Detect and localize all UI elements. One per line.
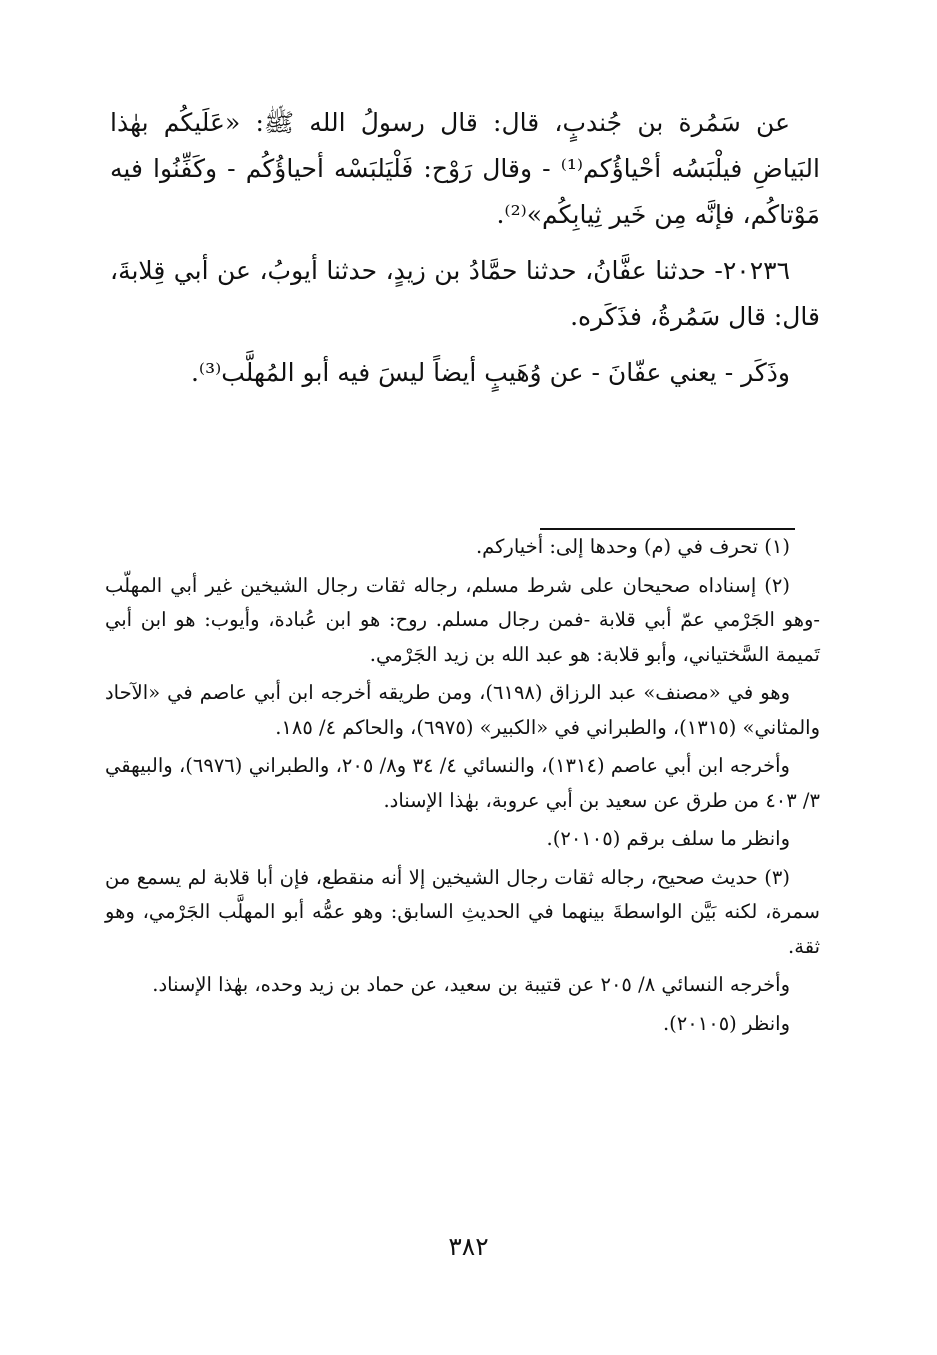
- footnote-3-continued-b: وانظر (٢٠١٠٥).: [662, 1011, 790, 1035]
- footnote-2-continued-a: وهو في «مصنف» عبد الرزاق (٦١٩٨)، ومن طريقه أخرجه ابن أبي عاصم في «الآحاد والمثاني» (١٣١٥)، والطبراني في «الكبير» (٦٩٧٥)، والحاكم ٤/ ١٨٥.: [105, 681, 820, 739]
- hadith-paragraph-2: ٢٠٢٣٦- حدثنا عفَّانُ، حدثنا حمَّادُ بن زيدٍ، حدثنا أيوبُ، عن أبي قِلابةَ، قال: قال سَمُرةُ، فذَكَره.: [110, 256, 820, 331]
- page-number: ٣٨٢: [448, 1232, 489, 1261]
- footnotes: [105, 530, 820, 1045]
- footnote-2-continued-b: وأخرجه ابن أبي عاصم (١٣١٤)، والنسائي ٤/ ٣٤ و٨/ ٢٠٥، والطبراني (٦٩٧٦)، والبيهقي ٣/ ٤٠٣ من طرق عن سعيد بن أبي عروبة، بهٰذا الإسناد.: [105, 754, 820, 812]
- footnote-1: (١) تحرف في (م) وحدها إلى: أخياركم.: [475, 535, 790, 558]
- footnote-3-continued-a: وأخرجه النسائي ٨/ ٢٠٥ عن قتيبة بن سعيد، عن حماد بن زيد وحده، بهٰذا الإسناد.: [152, 973, 790, 996]
- hadith-paragraph-1: عن سَمُرة بن جُندبٍ، قال: قال رسولُ الله ﷺ: «عَلَيكُم بهٰذا البَياضِ فيلْبَسُه أحْياؤُكم⁽¹⁾ - وقال رَوْح: فَلْيَلبَسْه أحياؤُكُم - وكَفِّنُوا فيه مَوْتاكُم، فإنَّه مِن خَير ثِيابِكُم»⁽²⁾.: [110, 108, 820, 229]
- hadith-paragraph-3: وذَكَر - يعني عفّانَ - عن وُهَيبٍ أيضاً ليسَ فيه أبو المُهلَّب⁽³⁾.: [190, 358, 790, 387]
- footnote-3: (٣) حديث صحيح، رجاله ثقات رجال الشيخين إلا أنه منقطع، فإن أبا قلابة لم يسمع من سمرة، لكنه بَيَّن الواسطةَ بينهما في الحديثِ السابق: وهو عمُّه أبو المهلَّب الجَرْمي، وهو ثقة.: [105, 865, 820, 958]
- hadith-text: [110, 100, 820, 406]
- footnote-2: (٢) إسناداه صحيحان على شرط مسلم، رجاله ثقات رجال الشيخين غير أبي المهلّب -وهو الجَرْمي عمّ أبي قلابة -فمن رجال مسلم. روح: هو ابن عُبادة، وأيوب: هو ابن أبي تَميمة السَّختياني، وأبو قلابة: هو عبد الله بن زيد الجَرْمي.: [105, 573, 820, 666]
- footnote-2-continued-c: وانظر ما سلف برقم (٢٠١٠٥).: [546, 827, 790, 850]
